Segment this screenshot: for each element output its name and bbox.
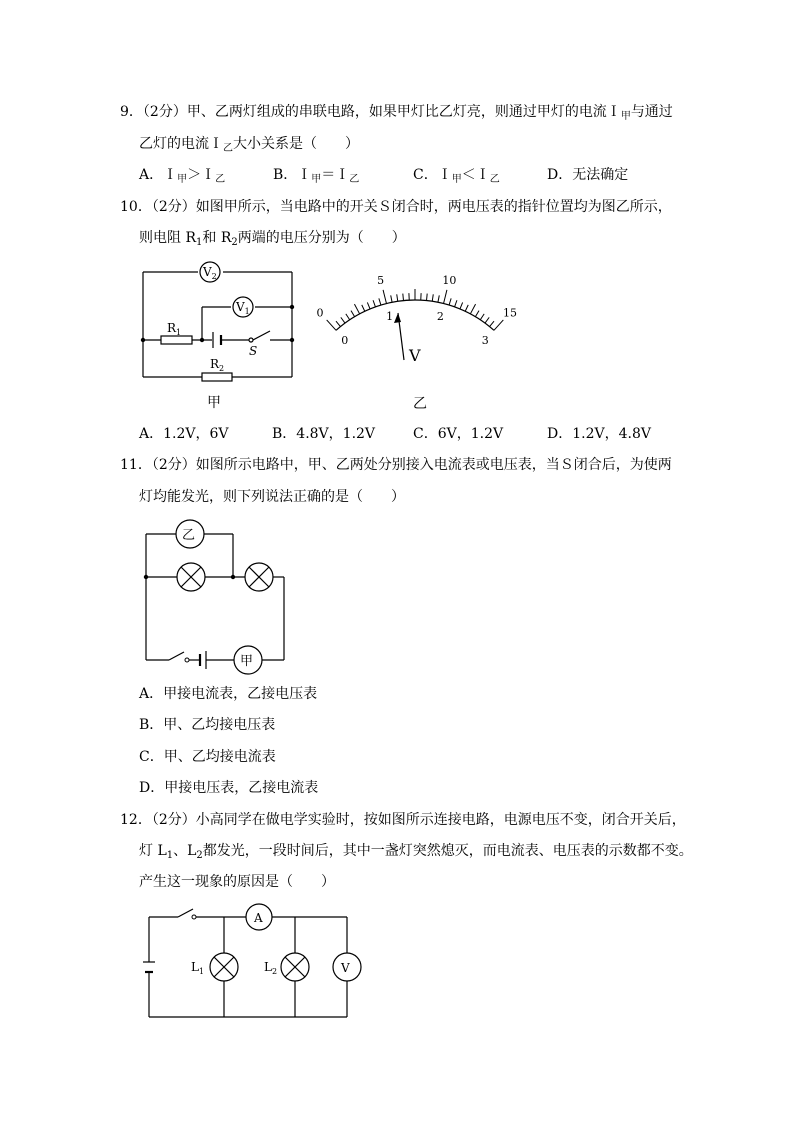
dial-tick bbox=[354, 304, 359, 314]
q11-option-d[interactable]: D．甲接电压表，乙接电流表 bbox=[139, 780, 319, 796]
dial-tick bbox=[432, 294, 433, 301]
q11-line2: 灯均能发光，则下列说法正确的是（ ） bbox=[139, 489, 405, 505]
dial-tick bbox=[480, 314, 484, 320]
fig-yi-caption: 乙 bbox=[413, 396, 427, 412]
dial-inner-label: 2 bbox=[436, 310, 444, 324]
q12-line2: 灯 $L_1$、$L_2$都发光，一段时间后，其中一盏灯突然熄灭，而电流表、电压表的示数都不变。 bbox=[139, 843, 693, 861]
q10-option-a[interactable]: A．1.2V，6V bbox=[139, 426, 229, 442]
dial-outer-label: 10 bbox=[442, 274, 457, 288]
q9-option-a[interactable]: A．Ｉ$_甲$＞Ｉ$_乙$ bbox=[139, 167, 226, 185]
q9-option-c[interactable]: C．Ｉ$_甲$＜Ｉ$_乙$ bbox=[413, 167, 500, 185]
dial-tick bbox=[373, 300, 375, 307]
q11-option-b[interactable]: B．甲、乙均接电压表 bbox=[139, 717, 276, 733]
l1-label: $L_1$ bbox=[191, 960, 205, 976]
q10-voltmeter-dial bbox=[310, 270, 525, 415]
q11-option-a[interactable]: A．甲接电流表，乙接电压表 bbox=[139, 686, 318, 702]
q12-line1: 12．（2分）小高同学在做电学实验时，按如图所示连接电路，电源电压不变，闭合开关后， bbox=[120, 812, 686, 828]
dial-tick bbox=[427, 294, 428, 301]
dial-outer-label: 15 bbox=[503, 306, 518, 320]
fig-jia-caption: 甲 bbox=[207, 395, 221, 411]
q10-option-c[interactable]: C．6V，1.2V bbox=[413, 426, 504, 442]
dial-tick bbox=[336, 321, 340, 326]
q12-line3: 产生这一现象的原因是（ ） bbox=[139, 874, 335, 890]
dial-tick bbox=[379, 298, 381, 305]
q9-line1: 9．（2分）甲、乙两灯组成的串联电路，如果甲灯比乙灯亮，则通过甲灯的电流Ｉ$_甲$与通过 bbox=[120, 104, 673, 122]
dial-tick bbox=[367, 302, 370, 308]
dial-inner-label: 1 bbox=[386, 310, 394, 324]
dial-outer-label: 5 bbox=[377, 274, 385, 288]
dial-tick bbox=[490, 321, 494, 326]
dial-tick bbox=[455, 300, 457, 307]
q12-circuit-figure bbox=[135, 900, 365, 1025]
dial-tick bbox=[485, 317, 489, 323]
r2-label: $R_2$ bbox=[210, 357, 225, 373]
dial-tick bbox=[465, 305, 468, 311]
dial-arc bbox=[336, 300, 494, 330]
dial-tick bbox=[460, 302, 463, 308]
dial-unit-label: V bbox=[409, 346, 421, 365]
dial-tick bbox=[470, 304, 475, 314]
voltmeter-label: V bbox=[341, 961, 350, 975]
dial-tick bbox=[403, 294, 404, 301]
dial-tick bbox=[444, 290, 447, 304]
q11-option-c[interactable]: C．甲、乙均接电流表 bbox=[139, 749, 276, 765]
l2-label: $L_2$ bbox=[264, 960, 278, 976]
q11-circuit-figure bbox=[135, 510, 295, 680]
dial-tick bbox=[351, 311, 355, 317]
dial-tick bbox=[494, 320, 503, 330]
q10-line2: 则电阻 $R_1$和 $R_2$两端的电压分别为（ ） bbox=[139, 230, 406, 248]
q9-option-b[interactable]: B．Ｉ$_甲$＝Ｉ$_乙$ bbox=[273, 167, 360, 185]
switch-label: S bbox=[249, 344, 258, 358]
dial-tick bbox=[438, 295, 439, 302]
meter-jia-label: 甲 bbox=[240, 654, 254, 669]
q10-option-d[interactable]: D．1.2V，4.8V bbox=[547, 426, 651, 442]
meter-yi-label: 乙 bbox=[182, 528, 196, 543]
dial-tick bbox=[449, 298, 451, 305]
q10-option-b[interactable]: B．4.8V，1.2V bbox=[272, 426, 376, 442]
dial-tick bbox=[397, 294, 398, 301]
ammeter-label: A bbox=[254, 911, 263, 925]
dial-tick bbox=[362, 305, 365, 311]
dial-tick bbox=[391, 295, 392, 302]
dial-tick bbox=[327, 320, 336, 330]
q10-circuit-figure bbox=[130, 255, 310, 415]
dial-tick bbox=[475, 311, 479, 317]
dial-inner-label: 3 bbox=[481, 333, 489, 347]
dial-tick bbox=[383, 290, 386, 304]
dial-tick bbox=[341, 317, 345, 323]
dial-outer-label: 0 bbox=[316, 306, 324, 320]
q9-option-d[interactable]: D．无法确定 bbox=[547, 167, 629, 183]
dial-pointer-head bbox=[394, 313, 401, 323]
v2-label: $V_2$ bbox=[203, 265, 217, 281]
q11-line1: 11．（2分）如图所示电路中，甲、乙两处分别接入电流表或电压表，当Ｓ闭合后，为使两 bbox=[120, 457, 672, 473]
q10-line1: 10．（2分）如图甲所示，当电路中的开关Ｓ闭合时，两电压表的指针位置均为图乙所示， bbox=[120, 199, 672, 215]
v1-label: $V_1$ bbox=[236, 300, 250, 316]
r1-label: $R_1$ bbox=[167, 321, 182, 337]
dial-inner-label: 0 bbox=[341, 333, 349, 347]
q9-line2: 乙灯的电流Ｉ$_乙$大小关系是（ ） bbox=[139, 136, 359, 154]
dial-tick bbox=[346, 314, 350, 320]
